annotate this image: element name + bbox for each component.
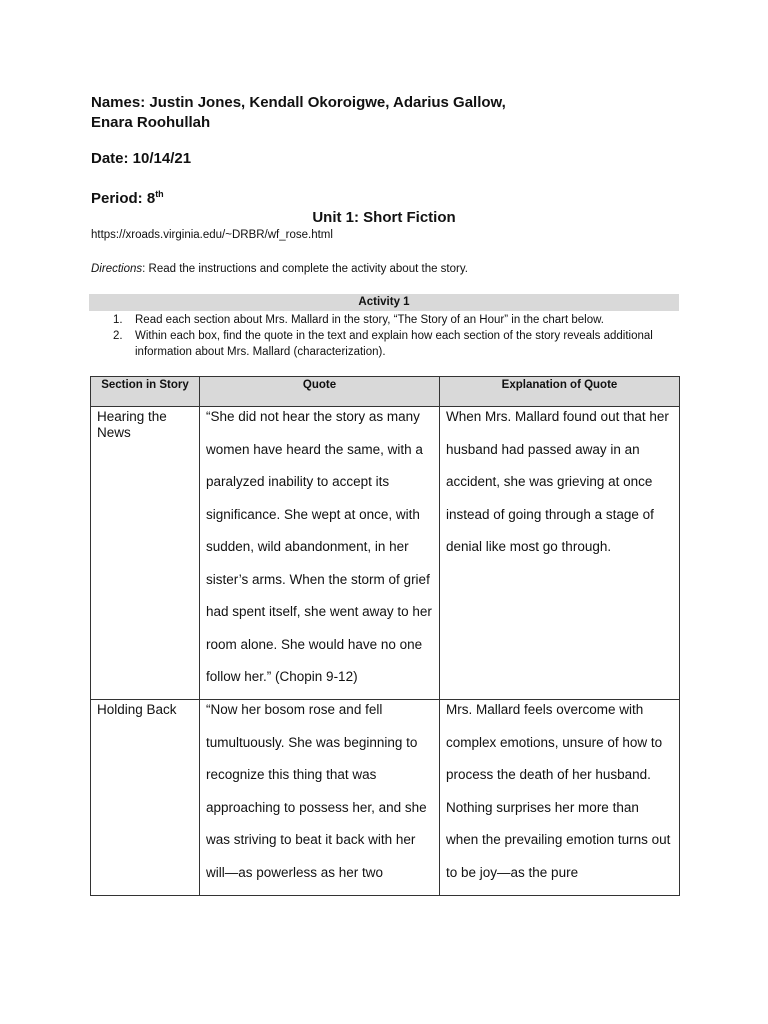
step-item [113,312,683,328]
student-names [91,93,506,133]
step-number: 1. [113,314,123,326]
characterization-table [90,376,680,896]
activity-steps [113,312,683,360]
directions-label: Directions [91,263,143,275]
step-number: 2. [113,330,123,342]
directions-text: : Read the instructions and complete the activity about the story. [142,263,468,275]
quote-cell [200,700,440,896]
names-line-2: Enara Roohullah [91,114,211,131]
section-cell: Holding Back [91,700,200,896]
directions [91,263,468,275]
table-row [91,700,680,896]
quote-cell [200,407,440,700]
header-explanation: Explanation of Quote [440,377,680,407]
date-line: Date: 10/14/21 [91,150,192,167]
step-item [113,328,683,360]
quote-text: “Now her bosom rose and fell tumultuously. She was beginning to recognize this thing that was approaching to possess her, and she was striving to beat it back with her will—as powerless as her two [206,702,427,880]
unit-title: Unit 1: Short Fiction [312,209,456,226]
quote-text: “She did not hear the story as many women have heard the same, with a paralyzed inability to accept its significance. She wept at once, with sudden, wild abandonment, in her sister’s arms. When the storm of grief had spent itself, she went away to her room alone. She would have no one follow her.” (Chopin 9-12) [206,409,432,684]
section-cell: Hearing the News [91,407,200,700]
explanation-cell [440,407,680,700]
table-row [91,407,680,700]
period-label: Period: 8 [91,190,156,207]
step-text: Read each section about Mrs. Mallard in the story, “The Story of an Hour” in the chart below. [135,314,604,326]
header-quote: Quote [200,377,440,407]
explanation-text: When Mrs. Mallard found out that her husband had passed away in an accident, she was grieving at once instead of going through a stage of denial like most go through. [446,409,669,554]
explanation-text: Mrs. Mallard feels overcome with complex emotions, unsure of how to process the death of her husband. Nothing surprises her more than when the prevailing emotion turns out to be joy—as the pure [446,702,671,880]
story-url[interactable]: https://xroads.virginia.edu/~DRBR/wf_rose.html [91,229,333,241]
names-line-1: Names: Justin Jones, Kendall Okoroigwe, Adarius Gallow, [91,94,506,111]
explanation-cell [440,700,680,896]
step-text: Within each box, find the quote in the text and explain how each section of the story reveals additional information about Mrs. Mallard (characterization). [135,330,653,358]
activity-title: Activity 1 [89,294,679,311]
header-section: Section in Story [91,377,200,407]
period-line [91,189,164,207]
period-superscript: th [155,189,164,199]
